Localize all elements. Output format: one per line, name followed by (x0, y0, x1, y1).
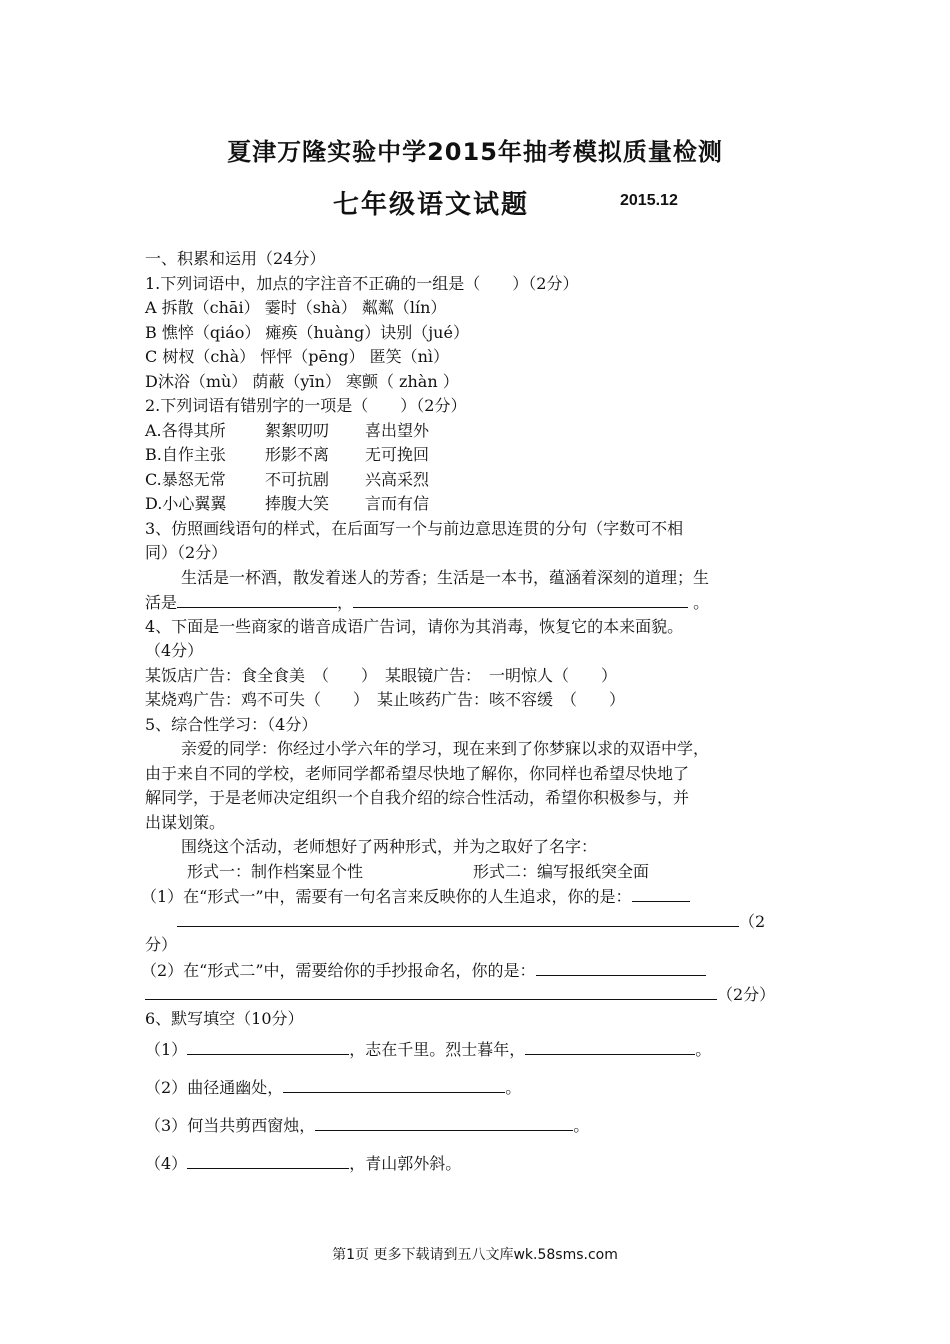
q6-text: 曲径通幽处， (187, 1078, 284, 1097)
q6-num: （2） (145, 1078, 188, 1097)
question-4-stem-cont: （4分） (145, 641, 204, 660)
option-word: 寒颤（ zhàn ） (345, 371, 459, 391)
q5-sub2-text: （2）在“形式二”中，需要给你的手抄报命名，你的是： (141, 960, 536, 980)
q3-comma: ， (337, 593, 354, 612)
exam-date: 2015.12 (620, 192, 678, 209)
q5-sub1-score-cont: 分） (145, 935, 178, 954)
question-4-stem: 4、下面是一些商家的谐音成语广告词，请你为其消毒，恢复它的本来面貌。 (145, 616, 684, 636)
q6-num: （3） (145, 1116, 188, 1135)
answer-blank[interactable] (177, 590, 337, 608)
section-heading: 一、积累和运用（24分） (145, 249, 326, 268)
q2-cell: 兴高采烈 (365, 469, 430, 489)
q5-forms (145, 860, 810, 885)
answer-blank[interactable] (536, 958, 706, 976)
q2-cell: B.自作主张 (145, 445, 226, 464)
q6-num: （1） (145, 1040, 188, 1059)
option-label: B (145, 322, 157, 342)
q2-cell: C.暴怒无常 (145, 469, 226, 489)
q2-cell: 形影不离 (265, 445, 330, 464)
q5-sub2-score: （2分） (717, 985, 776, 1004)
q2-cell: 言而有信 (365, 494, 430, 513)
q1-option-b (145, 321, 810, 346)
answer-blank[interactable] (525, 1037, 695, 1055)
q2-row (145, 468, 810, 493)
q2-cell: 絮絮叨叨 (265, 420, 330, 440)
option-word: 荫蔽（yīn） (252, 371, 341, 391)
q6-text: 何当共剪西窗烛， (187, 1116, 316, 1135)
exam-body (141, 247, 810, 1183)
q1-option-a (145, 296, 810, 321)
q1-option-d (145, 370, 810, 395)
option-word: 沐浴（mù） (157, 371, 248, 391)
q5-sub1 (141, 884, 810, 909)
q5-paragraph: 亲爱的同学：你经过小学六年的学习，现在来到了你梦寐以求的双语中学， (181, 739, 710, 758)
option-word: 憔悴（qiáo） (161, 322, 261, 342)
q3-prefix: 活是 (145, 593, 178, 612)
q6-fill-list (145, 1031, 810, 1183)
answer-blank[interactable] (187, 1037, 349, 1055)
q3-passage: 生活是一杯酒，散发着迷人的芳香；生活是一本书，蕴涵着深刻的道理；生 (181, 567, 710, 587)
option-label: D (145, 371, 158, 391)
option-word: 怦怦（pēng） (260, 347, 365, 366)
question-3-stem: 3、仿照画线语句的样式，在后面写一个与前边意思连贯的分句（字数可不相 (145, 518, 684, 538)
q3-answer-line (145, 590, 810, 615)
q4-ad-row: 某饭店广告：食全食美 （ ） 某眼镜广告： 一明惊人（ ） (145, 665, 618, 685)
q5-paragraph: 由于来自不同的学校，老师同学都希望尽快地了解你，你同样也希望尽快地了 (145, 763, 690, 783)
question-2-stem: 2.下列词语有错别字的一项是（ ）（2分） (145, 396, 467, 415)
q6-end: 。 (505, 1078, 522, 1097)
q5-sub2 (141, 958, 810, 983)
option-label: A (145, 298, 157, 317)
form-one: 形式一：制作档案显个性 (187, 861, 364, 881)
q5-sub1-text: （1）在“形式一”中，需要有一句名言来反映你的人生追求，你的是： (141, 887, 632, 906)
q2-cell: 无可挽回 (365, 445, 430, 464)
option-word: 诀别（jué） (380, 322, 469, 342)
q4-ad-row: 某烧鸡广告：鸡不可失（ ） 某止咳药广告：咳不容缓 （ ） (145, 690, 626, 709)
answer-blank[interactable] (177, 909, 739, 927)
q2-cell: 捧腹大笑 (265, 494, 330, 513)
question-1-stem: 1.下列词语中，加点的字注音不正确的一组是（ ）（2分） (145, 273, 579, 293)
form-two: 形式二：编写报纸突全面 (473, 861, 650, 881)
option-word: 拆散（chāi） (161, 298, 260, 317)
option-word: 粼粼（lín） (361, 298, 447, 317)
q1-option-c (145, 345, 810, 370)
page-footer: 第1页 更多下载请到五八文库wk.58sms.com (332, 1247, 618, 1263)
q6-text: ，青山郭外斜。 (349, 1154, 462, 1173)
answer-blank[interactable] (632, 884, 690, 902)
exam-title: 七年级语文试题 (333, 190, 530, 220)
q6-item (145, 1145, 810, 1183)
q6-item (145, 1031, 810, 1069)
q6-end: 。 (695, 1040, 712, 1059)
q5-paragraph: 出谋划策。 (145, 812, 226, 832)
q2-cell: A.各得其所 (145, 420, 226, 440)
answer-blank[interactable] (145, 982, 717, 1000)
option-word: 霎时（shà） (264, 298, 357, 317)
answer-blank[interactable] (315, 1113, 573, 1131)
option-label: C (145, 347, 158, 366)
option-word: 树杈（chà） (162, 347, 256, 366)
q2-cell: 喜出望外 (365, 420, 430, 440)
question-6-stem: 6、默写填空（10分） (145, 1008, 304, 1028)
q2-row (145, 443, 810, 468)
option-word: 瘫痪（huàng） (265, 322, 381, 342)
option-word: 匿笑（nì） (369, 347, 450, 366)
answer-blank[interactable] (187, 1151, 349, 1169)
q2-row (145, 419, 810, 444)
q5-paragraph: 解同学，于是老师决定组织一个自我介绍的综合性活动，希望你积极参与，并 (145, 788, 690, 807)
q5-sub2-cont (145, 982, 810, 1007)
q6-num: （4） (145, 1154, 188, 1173)
q6-end: 。 (573, 1116, 590, 1135)
q2-row (145, 492, 810, 517)
answer-blank[interactable] (353, 590, 688, 608)
q2-cell: D.小心翼翼 (145, 494, 227, 513)
question-3-stem-cont: 同）（2分） (145, 543, 228, 562)
school-title: 夏津万隆实验中学2015年抽考模拟质量检测 (227, 138, 723, 166)
q3-period: 。 (693, 593, 710, 612)
q5-paragraph: 围绕这个活动，老师想好了两种形式，并为之取好了名字： (181, 837, 598, 856)
q5-sub1-cont (145, 909, 810, 934)
q6-item (145, 1107, 810, 1145)
q2-cell: 不可抗剧 (265, 469, 330, 489)
question-5-stem: 5、综合性学习：（4分） (145, 714, 318, 734)
q6-item (145, 1069, 810, 1107)
q5-sub1-score: （2 (739, 911, 766, 931)
answer-blank[interactable] (283, 1075, 505, 1093)
q6-text: ，志在千里。烈士暮年， (349, 1040, 526, 1059)
